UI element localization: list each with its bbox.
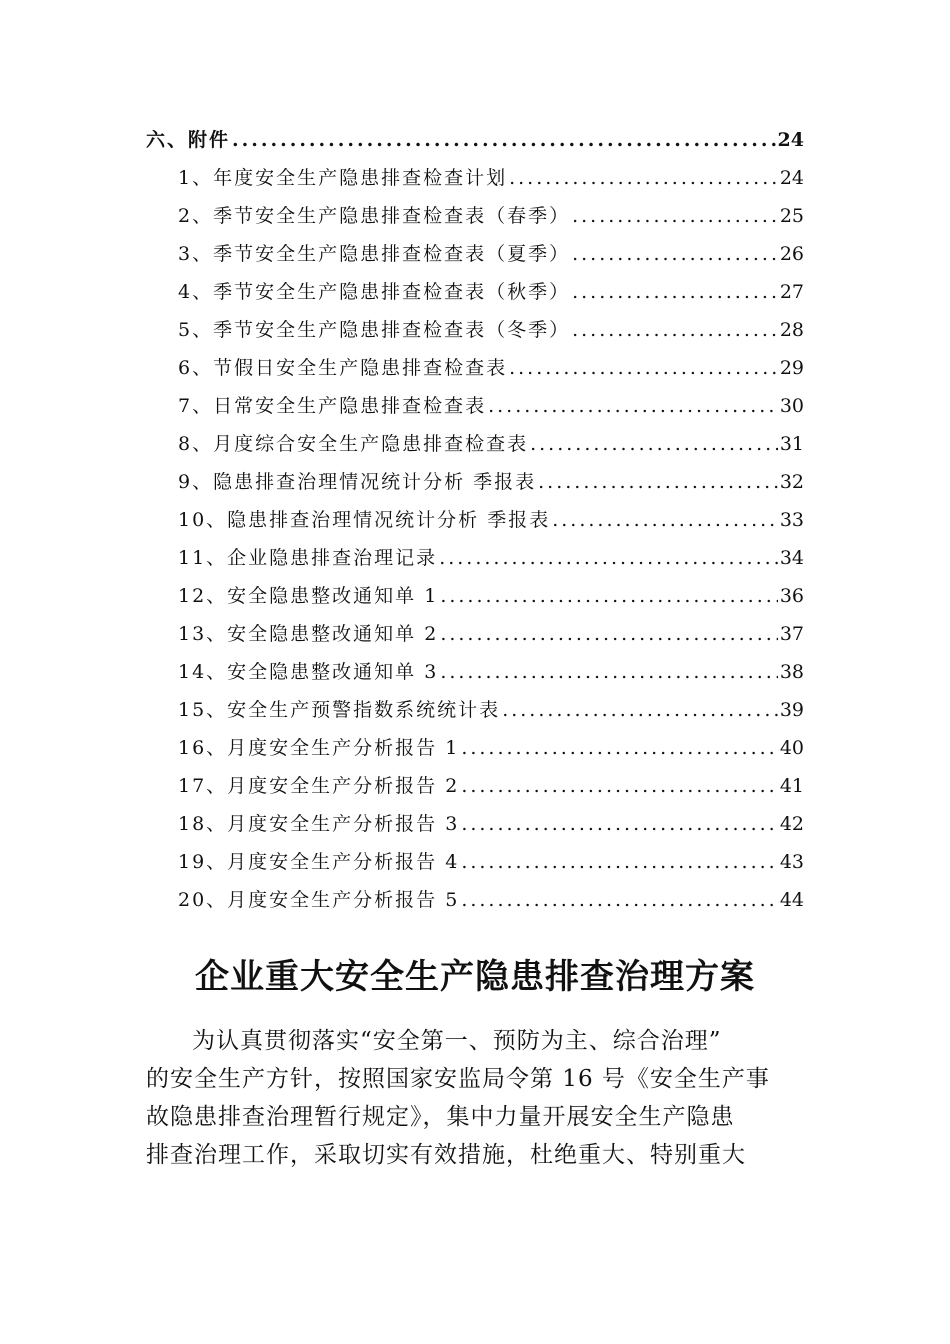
toc-leader-dots — [461, 774, 778, 798]
toc-entry-page: 28 — [779, 319, 804, 341]
paragraph-line: 为认真贯彻落实“安全第一、预防为主、综合治理” — [192, 1028, 722, 1054]
toc-entry-page: 40 — [779, 737, 804, 759]
toc-leader-dots — [461, 736, 778, 760]
toc-entry-label: 11、企业隐患排查治理记录 — [178, 547, 438, 569]
toc-leader-dots — [232, 128, 776, 152]
toc-entry-label: 14、安全隐患整改通知单 3 — [178, 661, 439, 683]
toc-entry-label: 18、月度安全生产分析报告 3 — [178, 813, 460, 835]
toc-entry-label: 8、月度综合安全生产隐患排查检查表 — [178, 433, 529, 455]
toc-entry-page: 30 — [779, 395, 804, 417]
toc-entry-page: 41 — [779, 775, 804, 797]
toc-entry[interactable] — [178, 806, 804, 836]
toc-entry[interactable] — [178, 844, 804, 874]
toc-entry-label: 六、附件 — [146, 129, 231, 151]
toc-entry-label: 20、月度安全生产分析报告 5 — [178, 889, 460, 911]
toc-entry-page: 39 — [779, 699, 804, 721]
toc-leader-dots — [530, 432, 778, 456]
toc-entry-label: 13、安全隐患整改通知单 2 — [178, 623, 439, 645]
toc-entry-page: 34 — [779, 547, 804, 569]
toc-entry-page: 38 — [779, 661, 804, 683]
toc-leader-dots — [552, 508, 778, 532]
toc-entry-label: 17、月度安全生产分析报告 2 — [178, 775, 460, 797]
toc-entry-page: 43 — [779, 851, 804, 873]
toc-entry[interactable] — [178, 160, 804, 190]
toc-leader-dots — [439, 546, 778, 570]
toc-entry-label: 7、日常安全生产隐患排查检查表 — [178, 395, 487, 417]
toc-entry[interactable] — [178, 388, 804, 418]
toc-entry[interactable] — [178, 616, 804, 646]
toc-leader-dots — [509, 166, 778, 190]
toc-entry-page: 36 — [779, 585, 804, 607]
paragraph-line: 的安全生产方针，按照国家安监局令第 16 号《安全生产事 — [146, 1066, 770, 1092]
toc-leader-dots — [538, 470, 778, 494]
paragraph-line: 故隐患排查治理暂行规定》，集中力量开展安全生产隐患 — [146, 1104, 735, 1130]
toc-entry-page: 25 — [779, 205, 804, 227]
toc-entry-page: 24 — [779, 167, 804, 189]
toc-entry[interactable] — [178, 236, 804, 266]
toc-entry[interactable] — [178, 198, 804, 228]
toc-entry-page: 31 — [779, 433, 804, 455]
toc-entry-page: 42 — [779, 813, 804, 835]
toc-entry[interactable] — [178, 274, 804, 304]
toc-leader-dots — [502, 698, 778, 722]
toc-leader-dots — [461, 812, 778, 836]
toc-entry-page: 37 — [779, 623, 804, 645]
toc-entry-page: 44 — [779, 889, 804, 911]
toc-leader-dots — [509, 356, 778, 380]
toc-entry-page: 27 — [779, 281, 804, 303]
toc-entry[interactable] — [178, 350, 804, 380]
toc-entry-page: 29 — [779, 357, 804, 379]
toc-leader-dots — [440, 584, 778, 608]
toc-leader-dots — [440, 660, 778, 684]
toc-entry-label: 5、季节安全生产隐患排查检查表（冬季） — [178, 319, 571, 341]
toc-entry-label: 15、安全生产预警指数系统统计表 — [178, 699, 501, 721]
toc-entry[interactable] — [178, 540, 804, 570]
toc-entry-page: 32 — [779, 471, 804, 493]
toc-entry[interactable] — [178, 464, 804, 494]
toc-entry[interactable] — [178, 730, 804, 760]
toc-entry-attachments[interactable] — [146, 122, 804, 152]
toc-entry-page: 24 — [777, 129, 804, 151]
toc-entry[interactable] — [178, 312, 804, 342]
intro-paragraph — [146, 1022, 806, 1174]
toc-entry[interactable] — [178, 768, 804, 798]
toc-entry-label: 10、隐患排查治理情况统计分析 季报表 — [178, 509, 551, 531]
toc-leader-dots — [461, 850, 778, 874]
toc-entry[interactable] — [178, 578, 804, 608]
toc-entry[interactable] — [178, 426, 804, 456]
toc-leader-dots — [572, 318, 778, 342]
toc-entry-label: 1、年度安全生产隐患排查检查计划 — [178, 167, 508, 189]
toc-leader-dots — [572, 280, 778, 304]
toc-leader-dots — [572, 204, 778, 228]
document-title: 企业重大安全生产隐患排查治理方案 — [195, 957, 755, 997]
paragraph-line: 排查治理工作，采取切实有效措施，杜绝重大、特别重大 — [146, 1142, 746, 1168]
toc-entry-label: 12、安全隐患整改通知单 1 — [178, 585, 439, 607]
toc-entry-label: 9、隐患排查治理情况统计分析 季报表 — [178, 471, 537, 493]
toc-entry-label: 4、季节安全生产隐患排查检查表（秋季） — [178, 281, 571, 303]
toc-entry-label: 3、季节安全生产隐患排查检查表（夏季） — [178, 243, 571, 265]
toc-entry-label: 2、季节安全生产隐患排查检查表（春季） — [178, 205, 571, 227]
toc-entry[interactable] — [178, 654, 804, 684]
toc-entry[interactable] — [178, 502, 804, 532]
toc-entry-label: 6、节假日安全生产隐患排查检查表 — [178, 357, 508, 379]
toc-leader-dots — [572, 242, 778, 266]
toc-leader-dots — [440, 622, 778, 646]
toc-entry-page: 26 — [779, 243, 804, 265]
toc-entry[interactable] — [178, 692, 804, 722]
toc-leader-dots — [488, 394, 778, 418]
toc-leader-dots — [461, 888, 778, 912]
toc-entry-label: 16、月度安全生产分析报告 1 — [178, 737, 460, 759]
toc-entry[interactable] — [178, 882, 804, 912]
toc-entry-page: 33 — [779, 509, 804, 531]
toc-entry-label: 19、月度安全生产分析报告 4 — [178, 851, 460, 873]
